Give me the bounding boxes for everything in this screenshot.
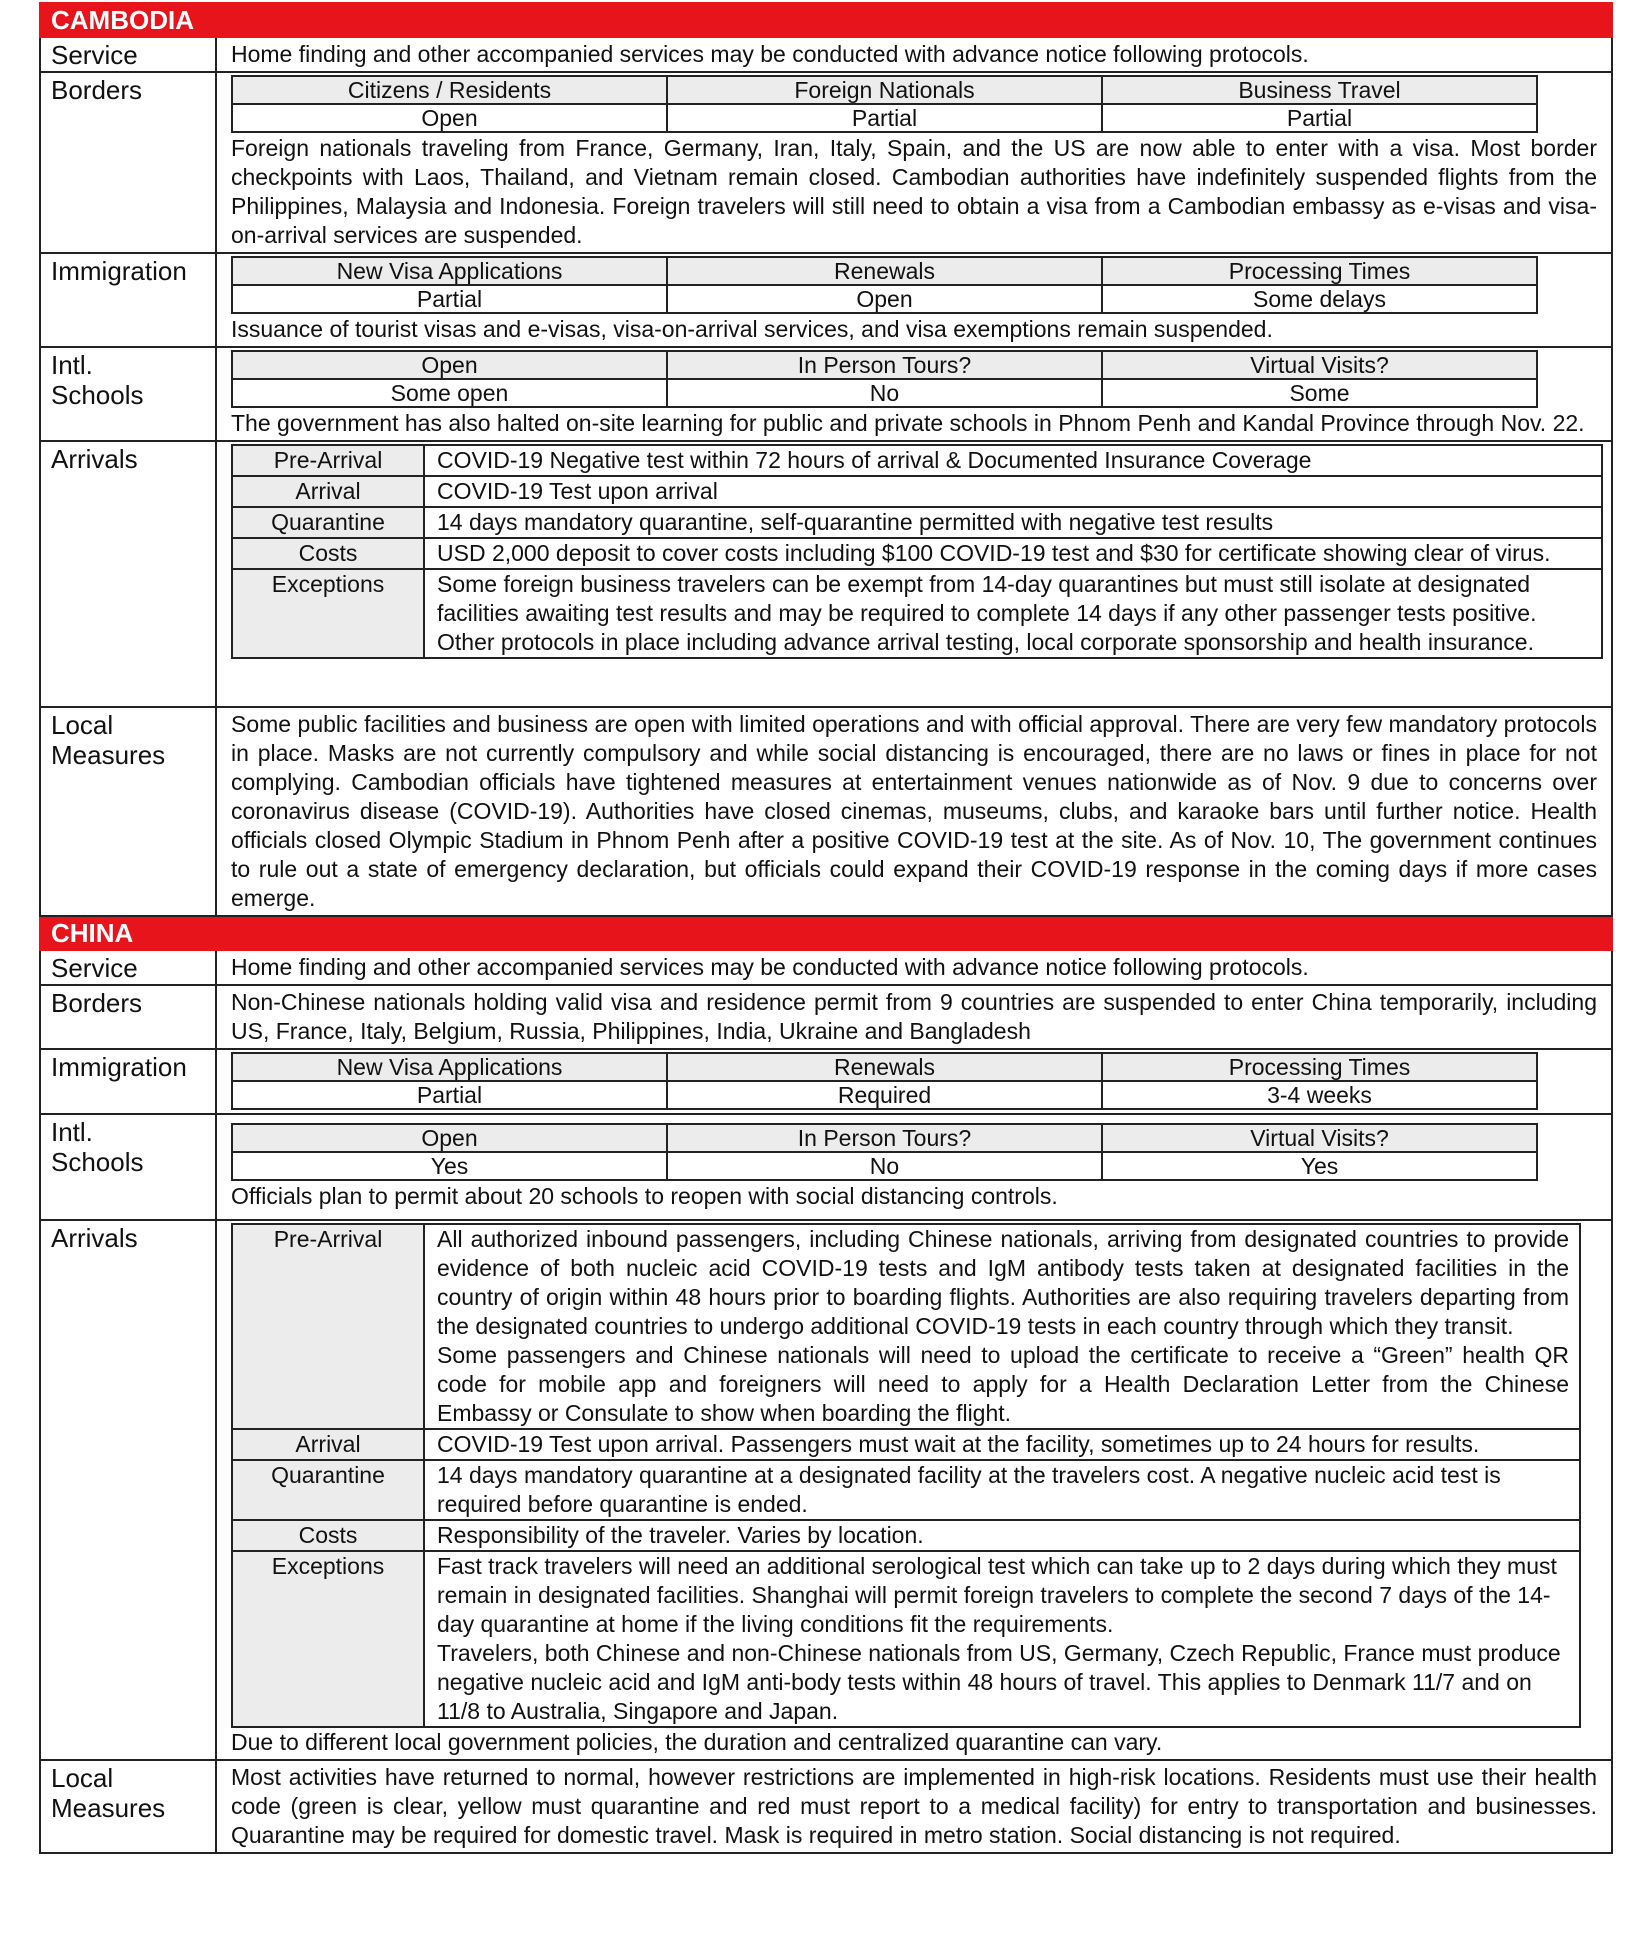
status-value: 3-4 weeks (1102, 1081, 1537, 1109)
travel-restrictions-document (39, 2, 1611, 1854)
status-value: No (667, 1152, 1102, 1180)
col-header: Processing Times (1102, 1053, 1537, 1081)
schools-status-table (231, 1123, 1538, 1181)
exceptions-paragraph: Fast track travelers will need an additional serological test which can take up to 2 days during which they must remain in designated facilities. Shanghai will permit foreign travelers to complete the second 7 days of the 14-day quarantine at home if the living conditions fit the requirements. (437, 1553, 1557, 1637)
arrivals-note: Due to different local government policies, the duration and centralized quarantine can vary. (231, 1729, 1163, 1755)
arrivals-key: Exceptions (232, 1551, 424, 1727)
arrivals-cell (216, 441, 1612, 707)
arrivals-value: USD 2,000 deposit to cover costs including $100 COVID-19 test and $30 for certificate showing clear of virus. (424, 538, 1602, 569)
arrivals-value: Some foreign business travelers can be exempt from 14-day quarantines but must still isolate at designated facilities awaiting test results and may be required to complete 14 days if any other passenger tests positive. Other protocols in place including advance arrival testing, local corporate sponsorship and health insurance. (424, 569, 1602, 658)
service-text: Home finding and other accompanied services may be conducted with advance notice following protocols. (216, 37, 1612, 72)
arrivals-value: COVID-19 Negative test within 72 hours of arrival & Documented Insurance Coverage (424, 445, 1602, 476)
row-label-service: Service (40, 950, 216, 985)
col-header: Renewals (667, 257, 1102, 285)
col-header: Open (232, 351, 667, 379)
arrivals-value: Responsibility of the traveler. Varies by location. (424, 1520, 1580, 1551)
schools-cell (216, 1114, 1612, 1220)
pre-arrival-paragraph: Some passengers and Chinese nationals will need to upload the certificate to receive a “Green” health QR code for mobile app and foreigners will need to apply for a Health Declaration Letter from the Chinese Embassy or Consulate to show when boarding the flight. (437, 1342, 1569, 1426)
row-label-immigration: Immigration (40, 1049, 216, 1114)
row-label-arrivals: Arrivals (40, 441, 216, 707)
borders-status-table (231, 75, 1538, 133)
arrivals-table (231, 444, 1603, 659)
arrivals-value: 14 days mandatory quarantine, self-quarantine permitted with negative test results (424, 507, 1602, 538)
col-header: New Visa Applications (232, 1053, 667, 1081)
row-label-line: Measures (51, 1793, 166, 1823)
arrivals-value (424, 1551, 1580, 1727)
arrivals-key: Costs (232, 538, 424, 569)
row-label-line: Local (51, 710, 114, 740)
immigration-text: Issuance of tourist visas and e-visas, visa-on-arrival services, and visa exemptions remain suspended. (231, 316, 1273, 342)
col-header: Virtual Visits? (1102, 1124, 1537, 1152)
status-value: Required (667, 1081, 1102, 1109)
col-header: Virtual Visits? (1102, 351, 1537, 379)
arrivals-table (231, 1223, 1581, 1728)
row-label-line: Local (51, 1763, 114, 1793)
row-label-local-measures (40, 1760, 216, 1853)
row-label-local-measures (40, 707, 216, 916)
row-label-line: Schools (51, 1147, 144, 1177)
row-label-line: Intl. (51, 350, 93, 380)
arrivals-key: Costs (232, 1520, 424, 1551)
schools-text: Officials plan to permit about 20 schools to reopen with social distancing controls. (231, 1183, 1058, 1209)
status-value: Open (232, 104, 667, 132)
arrivals-value: COVID-19 Test upon arrival (424, 476, 1602, 507)
arrivals-key: Arrival (232, 476, 424, 507)
row-label-service: Service (40, 37, 216, 72)
immigration-status-table (231, 256, 1538, 314)
status-value: Some (1102, 379, 1537, 407)
borders-text: Foreign nationals traveling from France, Germany, Iran, Italy, Spain, and the US are now able to enter with a visa. Most border checkpoints with Laos, Thailand, and Vietnam remain closed. Cambodian authorities have indefinitely suspended flights from the Philippines, Malaysia and Indonesia. Foreign travelers will still need to obtain a visa from a Cambodian embassy as e-visas and visa-on-arrival services are suspended. (231, 135, 1597, 248)
row-label-line: Intl. (51, 1117, 93, 1147)
col-header: Processing Times (1102, 257, 1537, 285)
arrivals-key: Quarantine (232, 507, 424, 538)
col-header: Open (232, 1124, 667, 1152)
borders-text: Non-Chinese nationals holding valid visa and residence permit from 9 countries are suspended to enter China temporarily, including US, France, Italy, Belgium, Russia, Philippines, India, Ukraine and Bangladesh (216, 985, 1612, 1049)
immigration-cell (216, 1049, 1612, 1114)
arrivals-value: COVID-19 Test upon arrival. Passengers must wait at the facility, sometimes up to 24 hours for results. (424, 1429, 1580, 1460)
arrivals-key: Quarantine (232, 1460, 424, 1520)
arrivals-key: Arrival (232, 1429, 424, 1460)
row-label-schools (40, 1114, 216, 1220)
col-header: Foreign Nationals (667, 76, 1102, 104)
local-measures-text: Some public facilities and business are open with limited operations and with official approval. There are very few mandatory protocols in place. Masks are not currently compulsory and while social distancing is encouraged, there are no laws or fines in place for not complying. Cambodian officials have tightened measures at entertainment venues nationwide as of Nov. 9 due to concerns over coronavirus disease (COVID-19). Authorities have closed cinemas, museums, clubs, and karaoke bars until further notice. Health officials closed Olympic Stadium in Phnom Penh after a positive COVID-19 test at the site. As of Nov. 10, The government continues to rule out a state of emergency declaration, but officials could expand their COVID-19 response in the coming days if more cases emerge. (216, 707, 1612, 916)
row-label-borders: Borders (40, 985, 216, 1049)
row-label-line: Schools (51, 380, 144, 410)
col-header: In Person Tours? (667, 1124, 1102, 1152)
col-header: Renewals (667, 1053, 1102, 1081)
schools-text: The government has also halted on-site learning for public and private schools in Phnom Penh and Kandal Province through Nov. 22. (231, 410, 1585, 436)
row-label-schools (40, 347, 216, 441)
arrivals-key: Exceptions (232, 569, 424, 658)
country-header-cambodia: CAMBODIA (40, 3, 1612, 37)
row-label-arrivals: Arrivals (40, 1220, 216, 1760)
schools-cell (216, 347, 1612, 441)
status-value: Partial (667, 104, 1102, 132)
country-header-china: CHINA (40, 916, 1612, 950)
status-value: Partial (232, 285, 667, 313)
immigration-status-table (231, 1052, 1538, 1110)
status-value: Partial (1102, 104, 1537, 132)
arrivals-cell (216, 1220, 1612, 1760)
borders-cell (216, 72, 1612, 253)
col-header: Business Travel (1102, 76, 1537, 104)
status-value: Yes (232, 1152, 667, 1180)
status-value: Open (667, 285, 1102, 313)
status-value: Some delays (1102, 285, 1537, 313)
country-restrictions-table (39, 2, 1613, 1854)
exceptions-paragraph: Travelers, both Chinese and non-Chinese nationals from US, Germany, Czech Republic, France must produce negative nucleic acid and IgM anti-body tests within 48 hours of travel. This applies to Denmark 11/7 and on 11/8 to Australia, Singapore and Japan. (437, 1640, 1561, 1724)
col-header: Citizens / Residents (232, 76, 667, 104)
col-header: In Person Tours? (667, 351, 1102, 379)
schools-status-table (231, 350, 1538, 408)
col-header: New Visa Applications (232, 257, 667, 285)
arrivals-key: Pre-Arrival (232, 445, 424, 476)
arrivals-key: Pre-Arrival (232, 1224, 424, 1429)
row-label-borders: Borders (40, 72, 216, 253)
status-value: Partial (232, 1081, 667, 1109)
status-value: Some open (232, 379, 667, 407)
service-text: Home finding and other accompanied services may be conducted with advance notice following protocols. (216, 950, 1612, 985)
arrivals-value: 14 days mandatory quarantine at a designated facility at the travelers cost. A negative nucleic acid test is required before quarantine is ended. (424, 1460, 1580, 1520)
local-measures-text: Most activities have returned to normal, however restrictions are implemented in high-risk locations. Residents must use their health code (green is clear, yellow must quarantine and red must report to a medical facility) for entry to transportation and businesses. Quarantine may be required for domestic travel. Mask is required in metro station. Social distancing is not required. (216, 1760, 1612, 1853)
arrivals-value (424, 1224, 1580, 1429)
pre-arrival-paragraph: All authorized inbound passengers, including Chinese nationals, arriving from designated countries to provide evidence of both nucleic acid COVID-19 tests and IgM antibody tests taken at designated facilities in the country of origin within 48 hours prior to boarding flights. Authorities are also requiring travelers departing from the designated countries to undergo additional COVID-19 tests in each country through which they transit. (437, 1226, 1569, 1339)
row-label-immigration: Immigration (40, 253, 216, 347)
row-label-line: Measures (51, 740, 166, 770)
immigration-cell (216, 253, 1612, 347)
status-value: No (667, 379, 1102, 407)
status-value: Yes (1102, 1152, 1537, 1180)
